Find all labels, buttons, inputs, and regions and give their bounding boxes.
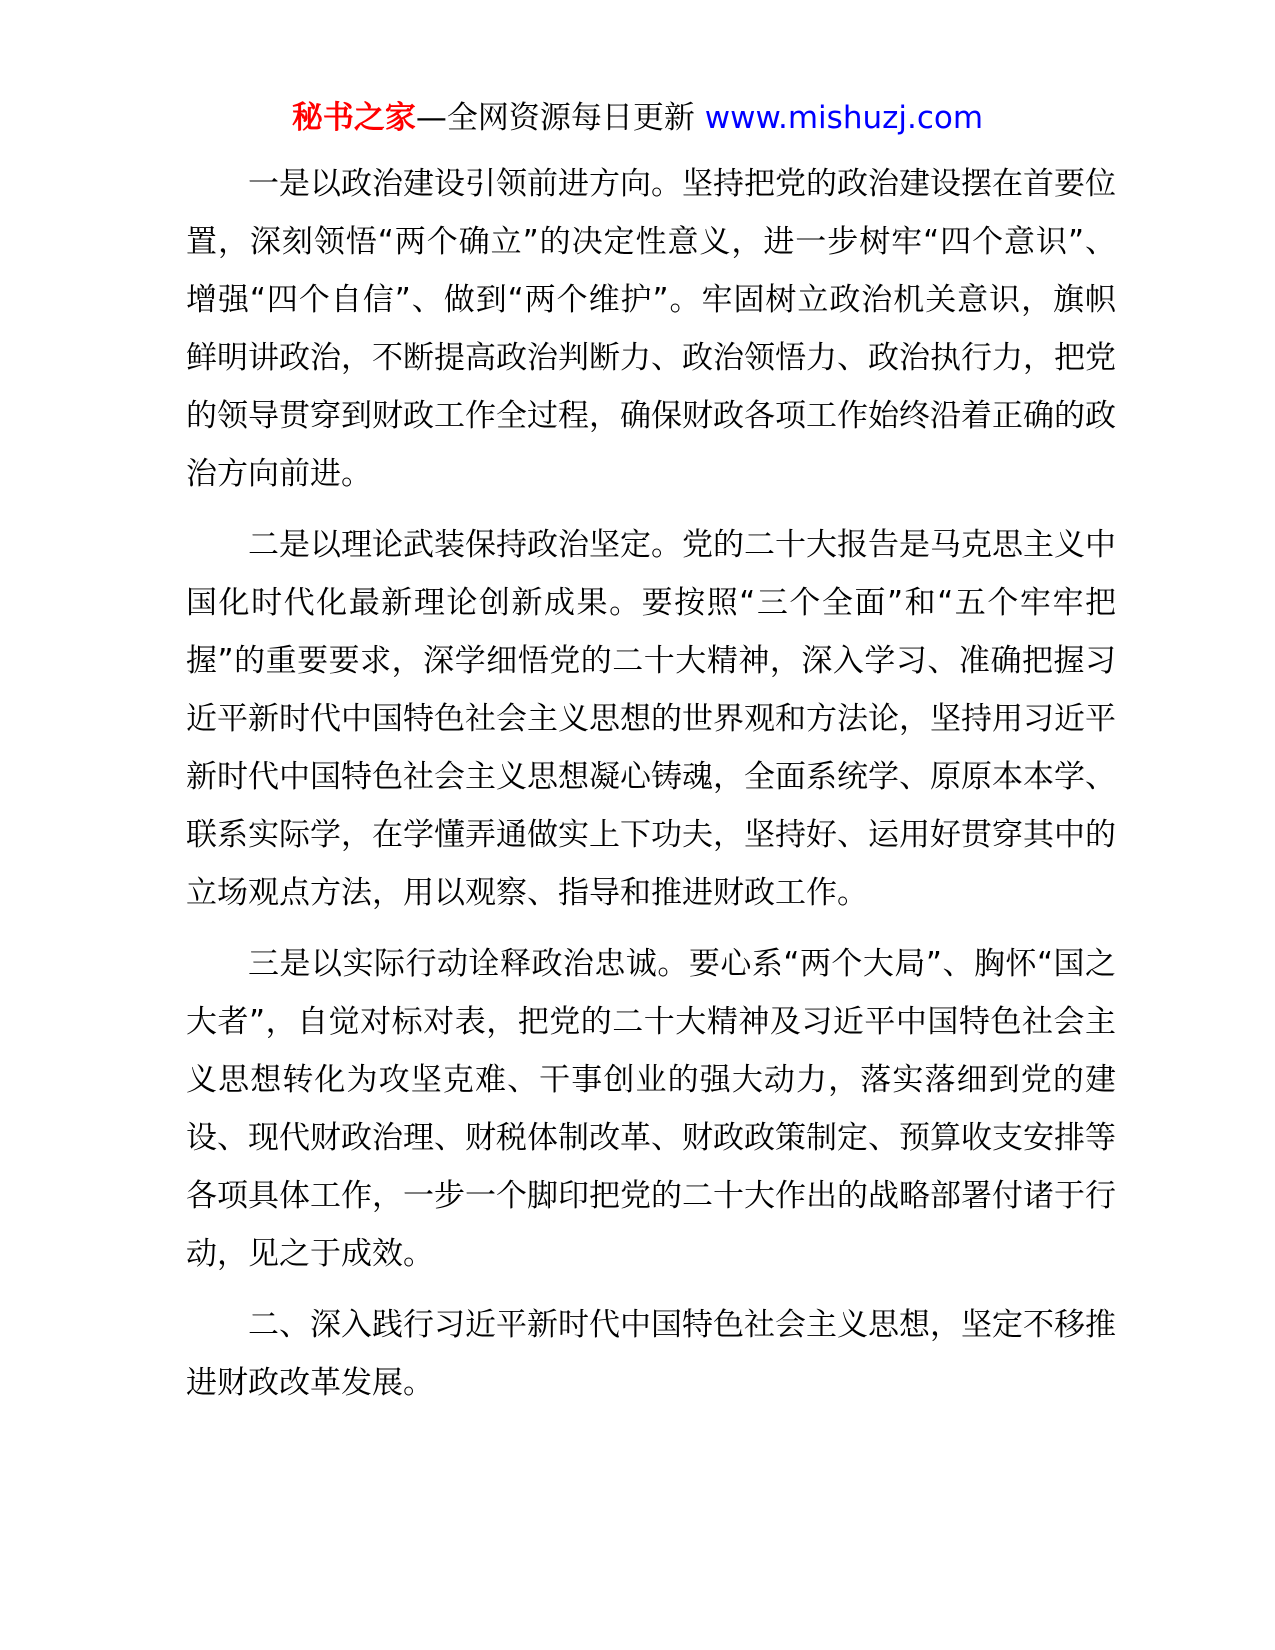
site-url-link[interactable]: www.mishuzj.com [704, 100, 984, 136]
brand-name: 秘书之家 [291, 100, 416, 136]
paragraph-3: 三是以实际行动诠释政治忠诚。要心系“两个大局”、胸怀“国之大者”，自觉对标对表，把党的二十大精神及习近平中国特色社会主义思想转化为攻坚克难、干事创业的强大动力，落实落细到党的建设、现代财政治理、财税体制改革、财政政策制定、预算收支安排等各项具体工作，一步一个脚印把党的二十大作出的战略部署付诸于行动，见之于成效。 [186, 946, 1116, 1272]
page-header [0, 96, 1275, 140]
header-tagline: —全网资源每日更新 [415, 100, 705, 136]
paragraph-2: 二是以理论武装保持政治坚定。党的二十大报告是马克思主义中国化时代化最新理论创新成果。要按照“三个全面”和“五个牢牢把握”的重要要求，深学细悟党的二十大精神，深入学习、准确把握习近平新时代中国特色社会主义思想的世界观和方法论，坚持用习近平新时代中国特色社会主义思想凝心铸魂，全面系统学、原原本本学、联系实际学，在学懂弄通做实上下功夫，坚持好、运用好贯穿其中的立场观点方法，用以观察、指导和推进财政工作。 [186, 527, 1116, 911]
document-body [186, 155, 1116, 1425]
paragraph-1: 一是以政治建设引领前进方向。坚持把党的政治建设摆在首要位置，深刻领悟“两个确立”的决定性意义，进一步树牢“四个意识”、增强“四个自信”、做到“两个维护”。牢固树立政治机关意识，旗帜鲜明讲政治，不断提高政治判断力、政治领悟力、政治执行力，把党的领导贯穿到财政工作全过程，确保财政各项工作始终沿着正确的政治方向前进。 [186, 166, 1116, 492]
paragraph-4: 二、深入践行习近平新时代中国特色社会主义思想，坚定不移推进财政改革发展。 [186, 1307, 1116, 1401]
